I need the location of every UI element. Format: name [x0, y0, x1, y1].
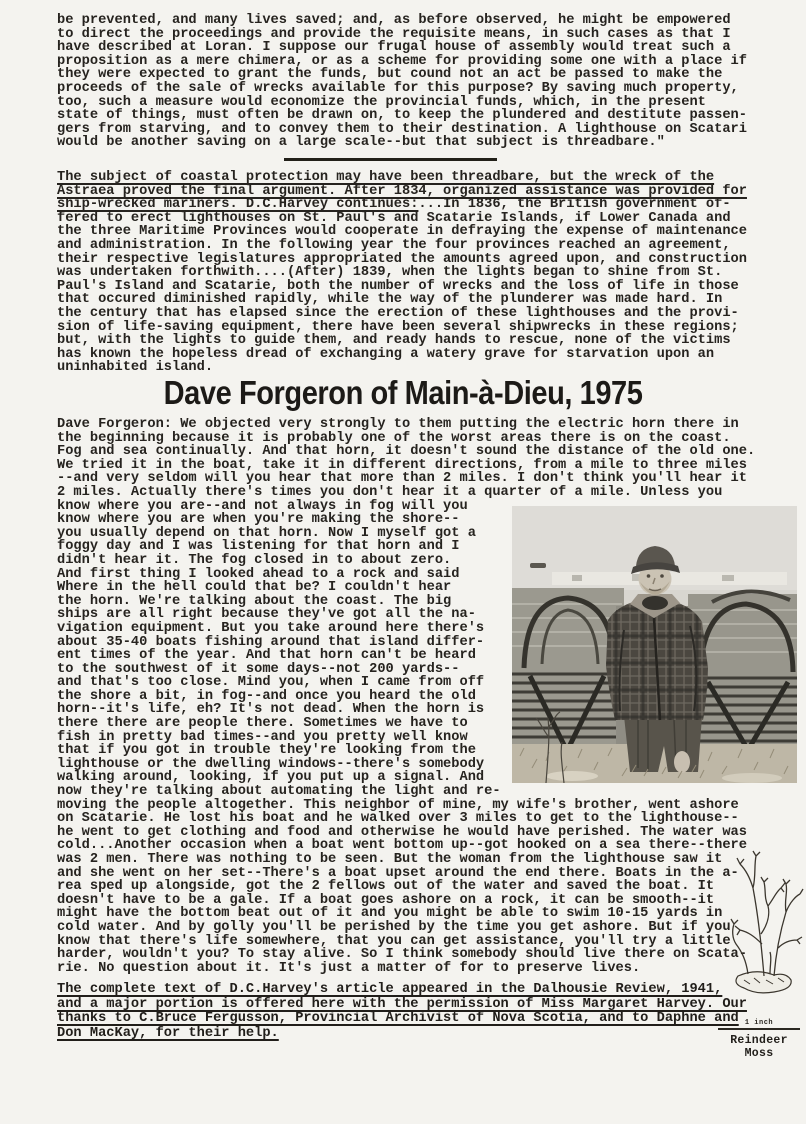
section-divider	[284, 158, 497, 161]
text-line: was undertaken forthwith....(After) 1839, when the lights began to shine from St.	[57, 265, 723, 281]
text-line: but, with the lights to guide them, and ready hands to rescue, none of the victims	[57, 333, 731, 349]
text-line: know that there's life somewhere, that you can get assistance, you'll try a little	[57, 933, 731, 949]
text-line: now they're talking about automating the light and re-	[57, 784, 501, 800]
text-line: has known the hopeless dread of exchanging a watery grave for starvation upon an	[57, 346, 715, 362]
text-line: Dave Forgeron: We objected very strongly to them putting the electric horn there in	[57, 417, 739, 432]
text-line: be prevented, and many lives saved; and, as before observed, he might be empowered	[57, 13, 731, 28]
text-line: uninhabited island.	[57, 360, 214, 376]
photo-dave-forgeron	[512, 506, 797, 783]
text-line: to direct the proceedings and provide the requisite means, in such cases as that I	[57, 26, 731, 42]
text-line: they were expected to grant the funds, but cound not an act be passed to make the	[57, 67, 723, 83]
figure-caption-line-1: Reindeer	[730, 1034, 788, 1047]
text-line: state of things, must often be drawn on, to keep the plundered and destitute passen-	[57, 108, 747, 124]
quote-top-paragraph	[57, 14, 747, 150]
text-line: about 35-40 boats fishing around that island differ-	[57, 634, 485, 650]
text-line: vigation equipment. But you take around here there's	[57, 620, 485, 636]
text-line: moving the people altogether. This neighbor of mine, my wife's brother, went ashore	[57, 797, 739, 813]
text-line: know where you are--and not always in fog will you	[57, 498, 468, 514]
text-line: fish in pretty bad times--and you pretty well know	[57, 729, 468, 745]
text-line: fered to erect lighthouses on St. Paul's and Scatarie Islands, if Lower Canada and	[57, 210, 731, 226]
text-line: lighthouse or the dwelling windows--there's somebody	[57, 756, 485, 772]
text-line: know where you are when you're making the shore--	[57, 512, 460, 528]
editorial-paragraph	[57, 171, 747, 375]
figure-caption	[712, 1019, 806, 1060]
scale-bar	[718, 1028, 800, 1030]
text-line: and that's too close. Mind you, when I came from off	[57, 675, 485, 691]
text-line: you usually depend on that horn. Now I myself got a	[57, 525, 476, 541]
text-line: proceeds of the sale of wrecks available for this purpose? By saving much property,	[57, 80, 739, 96]
text-line: rea sped up alongside, got the 2 fellows out of the water and saved the boat. It	[57, 879, 715, 895]
text-line: too, such a measure would economize the provincial funds, which, in the present	[57, 94, 706, 110]
text-line: The complete text of D.C.Harvey's article appeared in the Dalhousie Review, 1941,	[57, 982, 723, 997]
text-line: ship-wrecked mariners. D.C.Harvey continues:...In 1836, the British government of-	[57, 197, 731, 213]
text-line: ships are all right because they've got all the na-	[57, 607, 476, 623]
text-line: ent times of the year. And that horn can't be heard	[57, 648, 476, 664]
article-headline-text: Dave Forgeron of Main-à-Dieu, 1975	[163, 374, 643, 411]
text-line: cold...Another occasion when a boat went bottom up--got hooked on a sea there--there	[57, 838, 747, 854]
text-line: cold water. And by golly you'll be perished by the time you get ashore. But if you	[57, 919, 731, 935]
text-line: and a major portion is offered here with the permission of Miss Margaret Harvey. Our	[57, 996, 747, 1012]
text-line: the beginning because it is probably one of the worst areas there is on the coast.	[57, 430, 731, 446]
reindeer-moss-illustration	[726, 848, 804, 996]
figure-caption-line-2: Moss	[744, 1047, 774, 1060]
text-line: 2 miles. Actually there's times you don't hear it a quarter of a mile. Unless you	[57, 484, 723, 500]
text-line: and she went on her set--There's a boat upset around the end there. Boats in the a-	[57, 865, 739, 881]
text-line: Paul's Island and Scatarie, both the number of wrecks and the loss of life in those	[57, 278, 739, 294]
text-line: their respective legislatures appropriated the amounts agreed upon, and construction	[57, 251, 747, 267]
text-line: walking around, looking, if you put up a signal. And	[57, 770, 485, 786]
text-line: The subject of coastal protection may have been threadbare, but the wreck of the	[57, 170, 715, 185]
photo-image	[512, 506, 797, 783]
text-line: harder, wouldn't you? To stay alive. So I think somebody should live there on Scata-	[57, 947, 747, 963]
text-line: he went to get clothing and food and otherwise he would have perished. The water was	[57, 824, 747, 840]
text-line: sion of life-saving equipment, there have been several shipwrecks in these regions;	[57, 319, 739, 335]
text-line: there there are people there. Sometimes we have to	[57, 716, 468, 732]
text-line: and administration. In the following year the four provinces reached an agreement,	[57, 237, 731, 253]
text-line: might have the bottom beat out of it and you might be able to swim 10-15 yards in	[57, 906, 723, 922]
text-line: doesn't have to be a gale. If a boat goes ashore on a rock, it can be smooth--it	[57, 892, 715, 908]
text-line: the century that has elapsed since the erection of these lighthouses and the provi-	[57, 305, 739, 321]
text-line: would be another saving on a large scale--but that subject is threadbare."	[57, 135, 665, 151]
text-line: the three Maritime Provinces would cooperate in defraying the expense of maintenance	[57, 224, 747, 240]
text-line: horn--it's life, eh? It's not dead. When the horn is	[57, 702, 485, 718]
text-line: the horn. We're talking about the coast. The big	[57, 593, 452, 609]
text-line: --and very seldom will you hear that more than 2 miles. I don't think you'll hear it	[57, 471, 747, 487]
text-line: And first thing I looked ahead to a rock and said	[57, 566, 460, 582]
credits-paragraph	[57, 983, 747, 1041]
text-line: Where in the hell could that be? I couldn't hear	[57, 580, 452, 596]
text-line: foggy day and I was listening for that horn and I	[57, 539, 460, 555]
article-headline	[0, 374, 806, 412]
scale-label: 1 inch	[744, 1019, 774, 1027]
text-line: thanks to C.Bruce Fergusson, Provincial Archivist of Nova Scotia, and to Daphne and	[57, 1011, 739, 1027]
text-line: on Scatarie. He lost his boat and he walked over 3 miles to get to the lighthouse--	[57, 811, 739, 827]
reindeer-moss-drawing	[726, 848, 804, 996]
text-line: Astraea proved the final argument. After 1834, organized assistance was provided for	[57, 183, 747, 199]
text-line: that occured diminished rapidly, while the way of the plunderer was made hard. In	[57, 292, 723, 308]
text-line: rie. No question about it. It's just a matter of for to preserve lives.	[57, 960, 641, 976]
text-line: Fog and sea continually. And that horn, it doesn't sound the distance of the old one.	[57, 444, 756, 460]
text-line: have described at Loran. I suppose our frugal house of assembly would treat such a	[57, 40, 731, 56]
text-line: was 2 men. There was nothing to be seen. But the woman from the lighthouse saw it	[57, 852, 723, 867]
text-line: to the southwest of it some days--not 200 yards--	[57, 661, 460, 677]
text-line: didn't hear it. The fog closed in to about zero.	[57, 552, 452, 568]
text-line: the shore a bit, in fog--and once you heard the old	[57, 688, 476, 704]
text-line: gers from starving, and to convey them to their destination. A lighthouse on Scatari	[57, 121, 747, 137]
text-line: proposition as a mere chimera, or as a scheme for providing some one with a place if	[57, 53, 747, 69]
text-line: We tried it in the boat, take it in different directions, from a mile to three miles	[57, 457, 747, 473]
text-line: Don MacKay, for their help.	[57, 1025, 279, 1041]
text-line: that if you got in trouble they're looking from the	[57, 743, 476, 759]
